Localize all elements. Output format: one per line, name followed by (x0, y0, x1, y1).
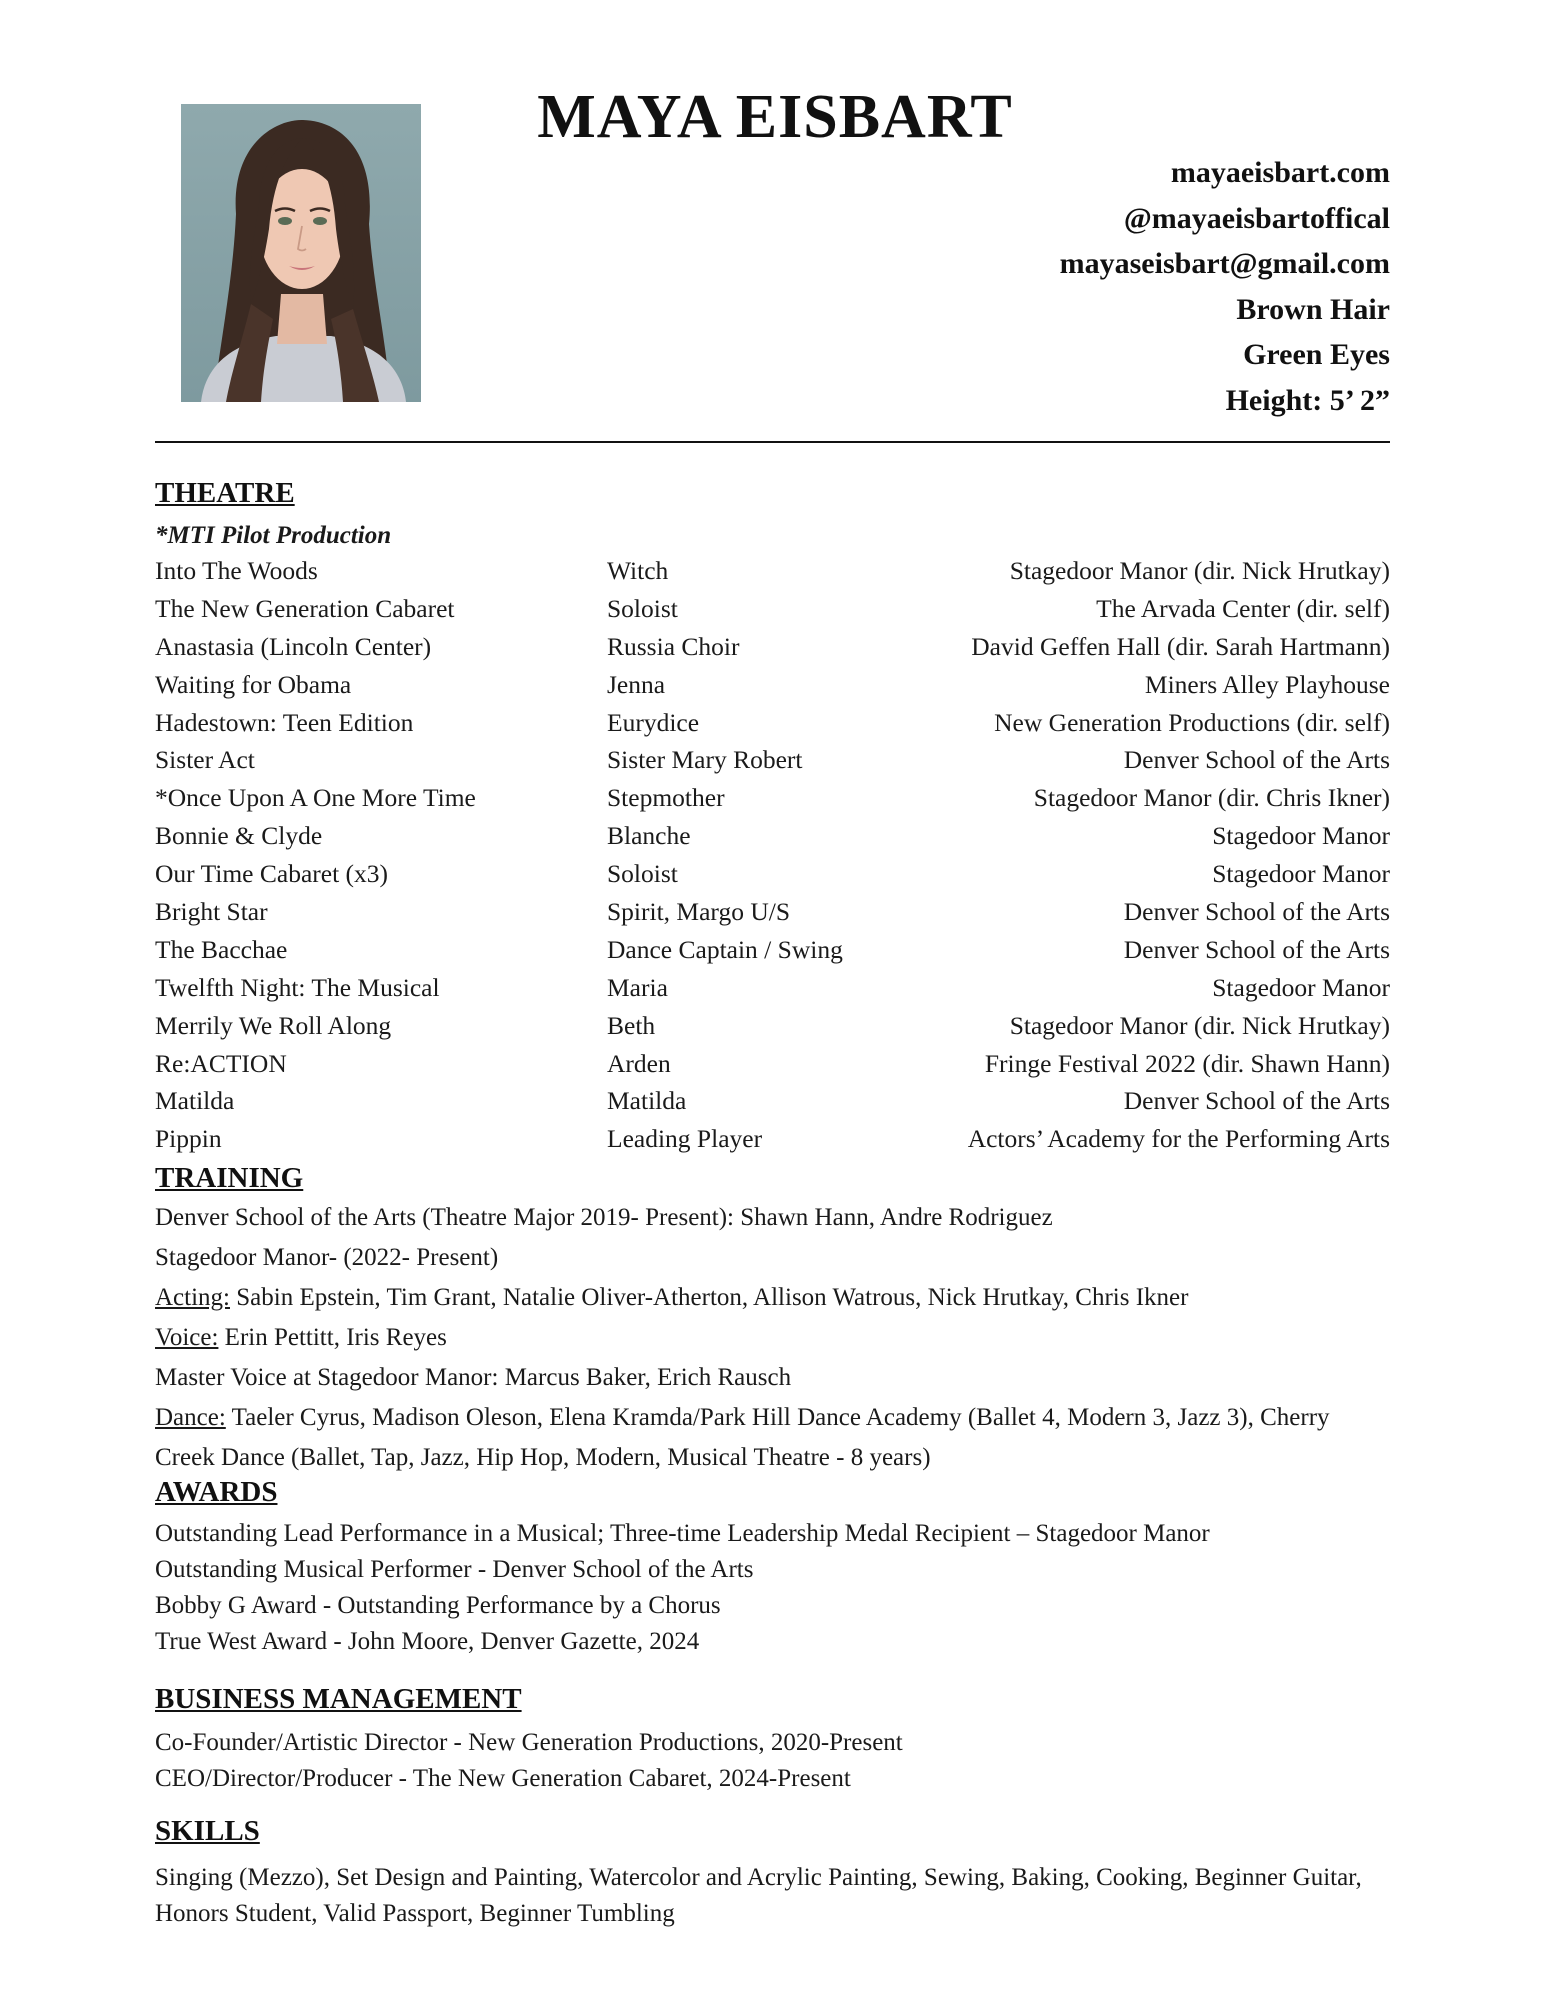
table-row (155, 779, 1390, 817)
social-handle[interactable]: @mayaeisbartoffical (1123, 201, 1390, 235)
show-title: Hadestown: Teen Edition (155, 707, 414, 737)
list-item: Bobby G Award - Outstanding Performance by a Chorus (155, 1592, 721, 1619)
venue: Stagedoor Manor (1212, 859, 1390, 889)
list-item: True West Award - John Moore, Denver Gazette, 2024 (155, 1628, 700, 1655)
venue: Stagedoor Manor (1212, 821, 1390, 851)
table-row (155, 855, 1390, 893)
table-row (155, 1007, 1390, 1045)
theatre-credits-table (155, 552, 1390, 1158)
acting-teachers: Sabin Epstein, Tim Grant, Natalie Oliver-Atherton, Allison Watrous, Nick Hrutkay, Chris Ikner (230, 1284, 1189, 1311)
table-row (155, 893, 1390, 931)
role: Matilda (607, 1086, 687, 1116)
awards-heading: AWARDS (155, 1476, 278, 1508)
mti-pilot-note: *MTI Pilot Production (155, 522, 392, 549)
show-title: Bright Star (155, 897, 268, 927)
role: Russia Choir (607, 631, 740, 661)
role: Blanche (607, 821, 691, 851)
role: Maria (607, 972, 668, 1002)
venue: Denver School of the Arts (1123, 897, 1390, 927)
venue: Stagedoor Manor (dir. Chris Ikner) (1033, 783, 1390, 813)
table-row (155, 666, 1390, 704)
table-row (155, 704, 1390, 742)
height: Height: 5’ 2” (1225, 383, 1390, 417)
role: Arden (607, 1048, 671, 1078)
role: Sister Mary Robert (607, 745, 803, 775)
table-row (155, 931, 1390, 969)
eye-color: Green Eyes (1243, 338, 1390, 371)
role: Eurydice (607, 707, 700, 737)
training-dance (155, 1398, 1395, 1438)
skills-line: Honors Student, Valid Passport, Beginner Tumbling (155, 1900, 675, 1927)
show-title: The Bacchae (155, 934, 288, 964)
table-row (155, 628, 1390, 666)
role: Soloist (607, 859, 678, 889)
venue: Stagedoor Manor (dir. Nick Hrutkay) (1009, 1010, 1390, 1040)
training-list (155, 1198, 1395, 1478)
show-title: Pippin (155, 1124, 222, 1154)
show-title: Bonnie & Clyde (155, 821, 323, 851)
training-acting (155, 1278, 1395, 1318)
venue: David Geffen Hall (dir. Sarah Hartmann) (971, 631, 1390, 661)
role: Witch (607, 556, 669, 585)
table-row (155, 552, 1390, 590)
show-title: *Once Upon A One More Time (155, 783, 476, 813)
business-list (155, 1725, 1395, 1797)
venue: Miners Alley Playhouse (1144, 669, 1390, 699)
show-title: Matilda (155, 1086, 235, 1116)
show-title: Sister Act (155, 745, 255, 775)
skills-list (155, 1860, 1395, 1932)
role: Beth (607, 1010, 656, 1040)
table-row (155, 817, 1390, 855)
contact-block (1060, 150, 1390, 423)
show-title: Merrily We Roll Along (155, 1010, 392, 1040)
show-title: Twelfth Night: The Musical (155, 972, 440, 1002)
header-divider (155, 441, 1390, 443)
training-line: Creek Dance (Ballet, Tap, Jazz, Hip Hop, Modern, Musical Theatre - 8 years) (155, 1444, 931, 1471)
role: Jenna (607, 669, 666, 699)
venue: Denver School of the Arts (1123, 745, 1390, 775)
table-row (155, 741, 1390, 779)
table-row (155, 1045, 1390, 1083)
table-row (155, 590, 1390, 628)
venue: Denver School of the Arts (1123, 934, 1390, 964)
list-item: Outstanding Musical Performer - Denver School of the Arts (155, 1556, 754, 1583)
list-item: Outstanding Lead Performance in a Musical; Three-time Leadership Medal Recipient – Stagedoor Manor (155, 1520, 1210, 1547)
dance-teachers: Taeler Cyrus, Madison Oleson, Elena Kramda/Park Hill Dance Academy (Ballet 4, Modern 3, Jazz 3), Cherry (225, 1404, 1330, 1431)
show-title: Our Time Cabaret (x3) (155, 859, 389, 889)
skills-heading: SKILLS (155, 1815, 260, 1847)
show-title: Anastasia (Lincoln Center) (155, 631, 432, 661)
dance-label: Dance: (155, 1404, 226, 1431)
email-link[interactable]: mayaseisbart@gmail.com (1059, 247, 1390, 280)
venue: Denver School of the Arts (1123, 1086, 1390, 1116)
role: Spirit, Margo U/S (607, 897, 791, 927)
applicant-name: MAYA EISBART (537, 83, 1013, 151)
voice-teachers: Erin Pettitt, Iris Reyes (218, 1324, 447, 1351)
venue: Fringe Festival 2022 (dir. Shawn Hann) (984, 1048, 1390, 1078)
training-line: Denver School of the Arts (Theatre Major 2019- Present): Shawn Hann, Andre Rodriguez (155, 1204, 1053, 1231)
theatre-heading: THEATRE (155, 477, 295, 509)
venue: New Generation Productions (dir. self) (994, 707, 1390, 737)
voice-label: Voice: (155, 1324, 219, 1351)
show-title: Into The Woods (155, 556, 318, 585)
venue: Stagedoor Manor (dir. Nick Hrutkay) (1009, 556, 1390, 585)
table-row (155, 969, 1390, 1007)
training-line: Stagedoor Manor- (2022- Present) (155, 1244, 499, 1271)
table-row (155, 1082, 1390, 1120)
venue: The Arvada Center (dir. self) (1096, 593, 1390, 623)
role: Leading Player (607, 1124, 763, 1154)
awards-list (155, 1516, 1395, 1660)
venue: Actors’ Academy for the Performing Arts (967, 1124, 1390, 1154)
website-link[interactable]: mayaeisbart.com (1170, 156, 1390, 189)
venue: Stagedoor Manor (1212, 972, 1390, 1002)
acting-label: Acting: (155, 1284, 230, 1311)
show-title: Re:ACTION (155, 1048, 287, 1078)
training-voice (155, 1318, 1395, 1358)
training-line: Master Voice at Stagedoor Manor: Marcus Baker, Erich Rausch (155, 1364, 792, 1391)
hair-color: Brown Hair (1236, 292, 1390, 326)
show-title: Waiting for Obama (155, 669, 352, 699)
headshot-photo (181, 104, 421, 402)
list-item: CEO/Director/Producer - The New Generation Cabaret, 2024-Present (155, 1765, 851, 1792)
show-title: The New Generation Cabaret (155, 593, 455, 623)
role: Dance Captain / Swing (607, 934, 843, 964)
role: Stepmother (607, 783, 725, 813)
business-heading: BUSINESS MANAGEMENT (155, 1683, 522, 1715)
role: Soloist (607, 593, 678, 623)
table-row (155, 1120, 1390, 1158)
skills-line: Singing (Mezzo), Set Design and Painting, Watercolor and Acrylic Painting, Sewing, Baking, Cooking, Beginner Guitar, (155, 1864, 1362, 1891)
list-item: Co-Founder/Artistic Director - New Generation Productions, 2020-Present (155, 1729, 903, 1756)
training-heading: TRAINING (155, 1162, 304, 1194)
